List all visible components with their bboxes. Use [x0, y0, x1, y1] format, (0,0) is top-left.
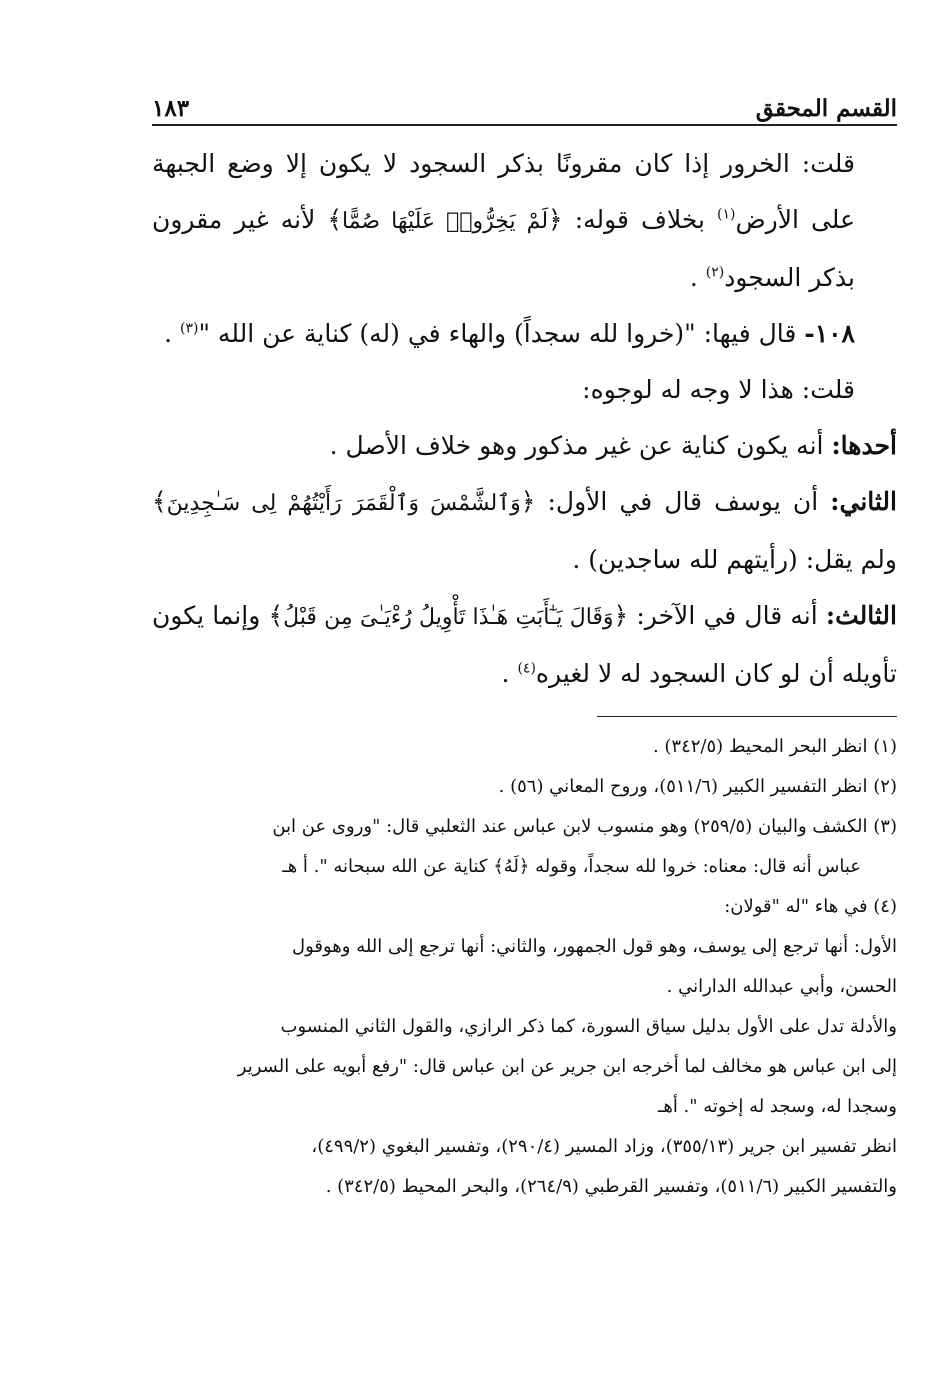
- point-label-1: أحدها:: [831, 431, 897, 460]
- paragraph-5-text-2: ﴾ ولم يقل: (رأيتهم لله ساجدين) .: [152, 487, 897, 574]
- footnote-4-line-4: إلى ابن عباس هو مخالف لما أخرجه ابن جرير عن ابن عباس قال: "رفع أبويه على السرير: [237, 1056, 897, 1077]
- footnote-4: (٤) في هاء "له "قولان:: [724, 896, 897, 917]
- footnote-divider: [597, 716, 897, 717]
- paragraph-1-text: قلت: الخرور إذا كان مقرونًا بذكر السجود لا يكون إلا وضع الجبهة على الأرض: [152, 149, 856, 234]
- section-number: ١٠٨-: [804, 319, 855, 348]
- quran-quote-3: وَقَالَ يَـٰٓأَبَتِ هَـٰذَا تَأْوِيلُ رُءْيَـٰىَ مِن قَبْلُ: [283, 605, 614, 630]
- paragraph-1-end: .: [689, 263, 698, 292]
- footnote-ref-4: (٤): [517, 660, 536, 677]
- paragraph-2: [152, 306, 897, 362]
- paragraph-6-text-2: ﴾ وإنما يكون تأويله أن لو كان السجود له لا لغيره: [152, 601, 897, 688]
- footnote-3-continued: عباس أنه قال: معناه: خروا لله سجداً، وقوله ﴿لَهُ﴾ كناية عن الله سبحانه ". أ هـ: [282, 856, 861, 877]
- book-page: [152, 82, 897, 1207]
- paragraph-6-text: أنه قال في الآخر: ﴿: [613, 601, 818, 630]
- paragraph-5-text: أن يوسف قال في الأول: ﴿: [520, 487, 819, 516]
- footnote-ref-2: (٢): [705, 264, 725, 281]
- footnote-4-line-1: الأول: أنها ترجع إلى يوسف، وهو قول الجمهور، والثاني: أنها ترجع إلى الله وهوقول: [292, 936, 897, 957]
- paragraph-6-end: .: [501, 659, 510, 688]
- page-number: ١٨٣: [152, 95, 190, 122]
- paragraph-4: [152, 418, 897, 474]
- footnote-ref-3: (٣): [180, 320, 199, 337]
- footnote-2: (٢) انظر التفسير الكبير (٥١١/٦)، وروح المعاني (٥٦) .: [498, 776, 897, 797]
- footnote-1: (١) انظر البحر المحيط (٣٤٢/٥) .: [652, 736, 897, 757]
- paragraph-1-text-2: بخلاف قوله: ﴿: [548, 205, 705, 234]
- point-label-2: الثاني:: [830, 487, 897, 516]
- quran-quote-1: لَمْ يَخِرُّوا۟ عَلَيْهَا صُمًّا: [342, 209, 549, 234]
- paragraph-2-end: .: [164, 319, 173, 348]
- paragraph-1-text-3: ﴾ لأنه غير مقرون بذكر السجود: [152, 205, 855, 292]
- paragraph-4-text: أنه يكون كناية عن غير مذكور وهو خلاف الأصل .: [329, 431, 824, 460]
- paragraph-3: قلت: هذا لا وجه له لوجوه:: [582, 375, 855, 404]
- footnote-4-line-6: انظر تفسير ابن جرير (٣٥٥/١٣)، وزاد المسير (٢٩٠/٤)، وتفسير البغوي (٤٩٩/٢)،: [311, 1136, 897, 1157]
- paragraph-2-text: قال فيها: "(خروا لله سجداً) والهاء في (له) كناية عن الله ": [198, 319, 797, 348]
- footnote-4-line-2: الحسن، وأبي عبدالله الداراني .: [666, 976, 897, 997]
- paragraph-5: [152, 474, 897, 588]
- footnote-4-line-3: والأدلة تدل على الأول بدليل سياق السورة، كما ذكر الرازي، والقول الثاني المنسوب: [280, 1016, 897, 1037]
- running-header: [152, 82, 897, 126]
- main-text: [152, 136, 897, 702]
- footnote-4-line-7: والتفسير الكبير (٥١١/٦)، وتفسير القرطبي (٢٦٤/٩)، والبحر المحيط (٣٤٢/٥) .: [325, 1176, 897, 1197]
- footnote-4-line-5: وسجدا له، وسجد له إخوته ". أهـ: [658, 1096, 897, 1117]
- quran-quote-2: وَٱلشَّمْسَ وَٱلْقَمَرَ رَأَيْتُهُمْ لِى سَـٰجِدِينَ: [166, 491, 521, 516]
- section-title: القسم المحقق: [755, 95, 897, 122]
- point-label-3: الثالث:: [825, 601, 897, 630]
- paragraph-1: [152, 136, 897, 306]
- footnote-ref-1: (١): [716, 206, 736, 223]
- footnote-3: (٣) الكشف والبيان (٢٥٩/٥) وهو منسوب لابن عباس عند الثعلبي قال: "وروى عن ابن: [272, 816, 897, 837]
- footnotes: [152, 727, 897, 1207]
- paragraph-6: [152, 588, 897, 702]
